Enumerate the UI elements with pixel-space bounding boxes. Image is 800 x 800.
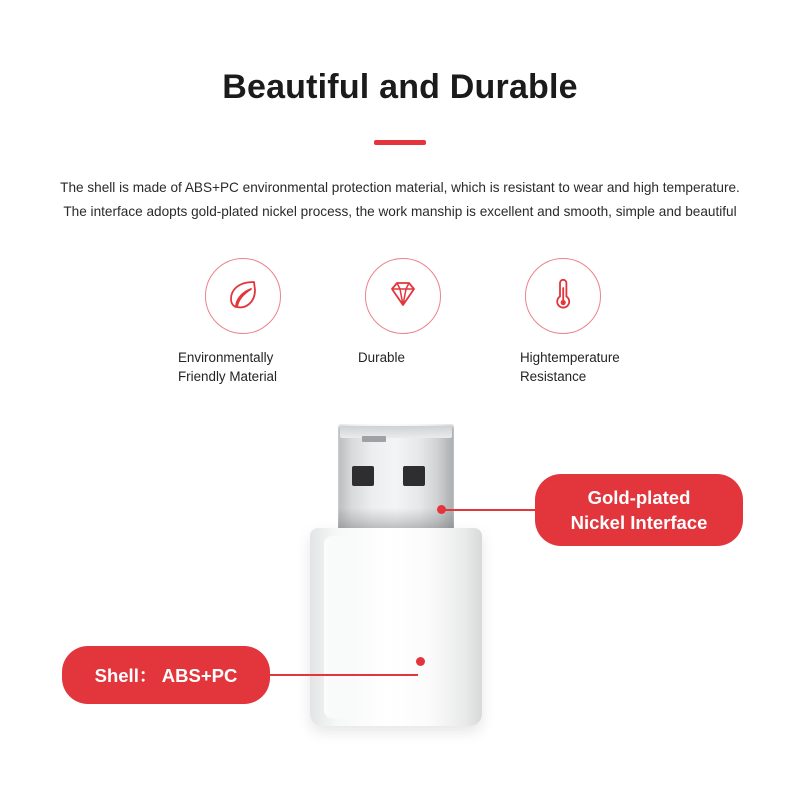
feature-durable xyxy=(338,258,488,367)
feature-label xyxy=(178,348,328,386)
usb-adapter-illustration xyxy=(310,424,480,734)
feature-high-temperature-resistance xyxy=(498,258,648,386)
callout-shell-material: Shell： ABS+PC xyxy=(62,646,270,704)
connector-hole-right xyxy=(403,466,425,486)
shell-callout-leader-line xyxy=(268,674,418,676)
feature-label xyxy=(338,348,488,367)
diamond-icon xyxy=(383,274,423,319)
feature-label-line-2: Friendly Material xyxy=(178,369,277,384)
callout-gold-line-1: Gold-plated xyxy=(587,487,691,508)
gold-callout-leader-line xyxy=(444,509,536,511)
leaf-icon xyxy=(223,274,263,319)
feature-label-line-1: Durable xyxy=(358,350,405,365)
shell-callout-anchor-dot xyxy=(416,657,425,666)
description-block xyxy=(22,176,778,224)
description-line-1: The shell is made of ABS+PC environmental protection material, which is resistant to wear and high temperature. xyxy=(60,180,740,195)
feature-environmentally-friendly xyxy=(178,258,328,386)
feature-label-line-1: Environmentally xyxy=(178,350,274,365)
callout-gold-plated-nickel-interface xyxy=(535,474,743,546)
description-line-2: The interface adopts gold-plated nickel process, the work manship is excellent and smooth, simple and beautiful xyxy=(63,204,737,219)
feature-label-line-2: Resistance xyxy=(520,369,587,384)
title-underline-divider xyxy=(374,140,426,145)
feature-icon-circle xyxy=(205,258,281,334)
connector-hole-left xyxy=(352,466,374,486)
feature-icon-circle xyxy=(365,258,441,334)
feature-label xyxy=(498,348,648,386)
thermometer-icon xyxy=(543,274,583,319)
feature-icon-circle xyxy=(525,258,601,334)
feature-label-line-1: Hightemperature xyxy=(520,350,620,365)
gold-callout-anchor-dot xyxy=(437,505,446,514)
housing-highlight xyxy=(324,536,350,718)
feature-icon-row xyxy=(178,258,648,398)
connector-top-lip xyxy=(340,426,452,438)
page-title: Beautiful and Durable xyxy=(222,68,578,106)
callout-gold-line-2: Nickel Interface xyxy=(570,512,708,533)
connector-seam xyxy=(362,436,386,442)
